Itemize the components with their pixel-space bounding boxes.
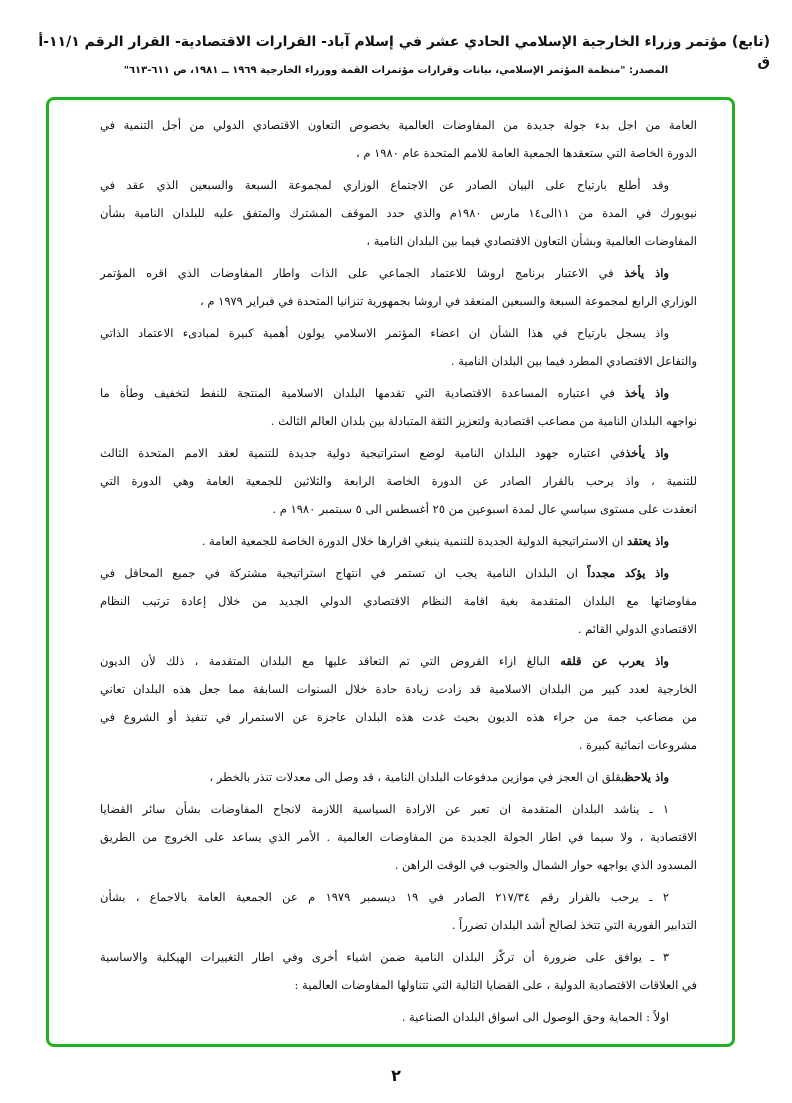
- text-line: [100, 139, 697, 167]
- text-line: [100, 439, 697, 467]
- line-text: بقلق ان العجز في موازين مدفوعات البلدان النامية ، قد وصل الى معدلات تنذر بالخطر ،: [209, 770, 625, 784]
- line-text: ٢ ـ يرحب بالقرار رقم ٢١٧/٣٤ الصادر في ١٩ ديسمبر ١٩٧٩ م عن الجمعية العامة بالاجماع ، بشأن: [100, 890, 669, 904]
- line-text: في اعتباره جهود البلدان النامية لوضع استراتيجية دولية جديدة للتنمية لعقد الامم المتحدة الثالث: [100, 446, 626, 460]
- line-text: واذ يسجل بارتياح في هذا الشأن ان اعضاء المؤتمر الاسلامي يولون أهمية كبيرة لمبادىء الاعتماد الذاتي: [100, 326, 669, 340]
- paragraph: [100, 259, 697, 315]
- text-line: [100, 527, 697, 555]
- paragraph: [100, 647, 697, 759]
- line-text: المسدود الذي يواجهه حوار الشمال والجنوب في الوقت الراهن .: [394, 858, 697, 872]
- paragraph-lead: واذ يأخذ: [625, 446, 669, 460]
- paragraph: [100, 439, 697, 523]
- text-line: [100, 675, 697, 703]
- text-line: [100, 795, 697, 823]
- paragraph: [100, 883, 697, 939]
- text-line: [100, 199, 697, 227]
- text-line: [100, 911, 697, 939]
- text-line: [100, 259, 697, 287]
- paragraph: [100, 527, 697, 555]
- text-line: [100, 943, 697, 971]
- line-text: نيويورك في المدة من ١١الى١٤ مارس ١٩٨٠م والذي حدد الموقف المشترك والمتفق عليه للبلدان النامية بشأن: [100, 206, 697, 220]
- paragraph: [100, 1003, 697, 1031]
- text-line: [100, 1003, 697, 1031]
- line-text: التدابير الفورية التي تتخذ لصالح أشد البلدان تضرراً .: [451, 918, 697, 932]
- paragraph: [100, 319, 697, 375]
- paragraph: [100, 763, 697, 791]
- text-line: [100, 467, 697, 495]
- document-title: (تابع) مؤتمر وزراء الخارجية الإسلامي الحادي عشر في إسلام آباد- القرارات الاقتصادية- القرار الرقم ١١/١-أ ق: [38, 34, 770, 70]
- line-text: انعقدت على مستوى سياسي عال لمدة اسبوعين من ٢٥ أغسطس الى ٥ سبتمبر ١٩٨٠ م .: [272, 502, 697, 516]
- page-number: ٢: [391, 1066, 401, 1085]
- paragraph: [100, 795, 697, 879]
- line-text: مشروعات انمائية كبيرة .: [578, 738, 697, 752]
- line-text: في الاعتبار برنامج اروشا للاعتماد الجماعي على الذات واطار المفاوضات الذي اقره المؤتمر: [100, 266, 625, 280]
- text-line: [100, 319, 697, 347]
- text-line: [100, 407, 697, 435]
- text-line: [100, 763, 697, 791]
- text-line: [100, 883, 697, 911]
- paragraph: [100, 379, 697, 435]
- line-text: وقد أطلع بارتياح على البيان الصادر عن الاجتماع الوزاري لمجموعة السبعة والسبعين الذي عقد في: [100, 178, 669, 192]
- text-line: [100, 171, 697, 199]
- text-line: [100, 731, 697, 759]
- line-text: المفاوضات العالمية وبشأن التعاون الاقتصادي فيما بين البلدان النامية ،: [366, 234, 697, 248]
- line-text: الخارجية لعدد كبير من البلدان الاسلامية قد زادت زيادة حادة خلال السنوات السابقة مما جعل هذه البلدان تعاني: [100, 682, 697, 696]
- paragraph-lead: واذ يعرب عن قلقه: [560, 654, 669, 668]
- text-line: [100, 703, 697, 731]
- text-line: [100, 647, 697, 675]
- line-text: اولاً : الحماية وحق الوصول الى اسواق البلدان الصناعية .: [401, 1010, 669, 1024]
- text-line: [100, 851, 697, 879]
- line-text: البالغ ازاء القروض التي تم التعاقد عليها مع البلدان المتقدمة ، ذلك لأن الديون: [100, 654, 561, 668]
- paragraph: [100, 559, 697, 643]
- paragraph-lead: واذ يأخذ: [624, 266, 669, 280]
- line-text: الدورة الخاصة التي ستعقدها الجمعية العامة للامم المتحدة عام ١٩٨٠ م ،: [355, 146, 697, 160]
- line-text: الاقتصادية ، ولا سيما في اطار الجولة الجديدة من المفاوضات العالمية . الأمر الذي يساعد على الخروج من الطريق: [100, 830, 697, 844]
- text-line: [100, 227, 697, 255]
- text-line: [100, 615, 697, 643]
- line-text: من مصاعب جمة من جراء هذه الديون بحيث غدت هذه البلدان عاجزة عن الاستمرار في تنفيذ أو الشروع في: [100, 710, 697, 724]
- paragraph-lead: واذ يؤكد مجدداً: [587, 566, 669, 580]
- text-line: [100, 495, 697, 523]
- line-text: ان الاستراتيجية الدولية الجديدة للتنمية ينبغي اقرارها خلال الدورة الخاصة للجمعية العامة .: [201, 534, 628, 548]
- line-text: في العلاقات الاقتصادية الدولية ، على القضايا التالية التي تتناولها المفاوضات العالمية :: [294, 978, 697, 992]
- paragraph: [100, 171, 697, 255]
- paragraph-lead: واذ يلاحظ: [624, 770, 669, 784]
- paragraph: [100, 111, 697, 167]
- text-line: [100, 347, 697, 375]
- line-text: نواجهه البلدان النامية من مصاعب اقتصادية ولتعزيز الثقة المتبادلة بين بلدان العالم الثالث .: [270, 414, 697, 428]
- text-line: [100, 823, 697, 851]
- text-line: [100, 379, 697, 407]
- resolution-body: [100, 111, 697, 1035]
- line-text: مفاوضاتها مع البلدان المتقدمة بغية اقامة النظام الاقتصادي الدولي الجديد من خلال إعادة ترتيب النظام: [100, 594, 697, 608]
- text-line: [100, 587, 697, 615]
- text-line: [100, 287, 697, 315]
- source-citation: المصدر: "منظمة المؤتمر الإسلامي، بيانات وقرارات مؤتمرات القمة ووزراء الخارجية ١٩٦٩ ــ ١٩٨١، ص ٦١١-٦١٣": [123, 65, 669, 76]
- text-line: [100, 559, 697, 587]
- text-line: [100, 111, 697, 139]
- line-text: العامة من اجل بدء جولة جديدة من المفاوضات العالمية بخصوص التعاون الاقتصادي الدولي من أجل التنمية في: [100, 118, 697, 132]
- line-text: الاقتصادي الدولي القائم .: [577, 622, 697, 636]
- line-text: ١ ـ يناشد البلدان المتقدمة ان تعبر عن الارادة السياسية اللازمة لانجاح المفاوضات بشأن سائر القضايا: [100, 802, 669, 816]
- text-line: [100, 971, 697, 999]
- line-text: للتنمية ، واذ يرحب بالقرار الصادر عن الدورة الخاصة الرابعة والثلاثين للجمعية العامة وهي الدورة التي: [100, 474, 697, 488]
- line-text: ٣ ـ يوافق على ضرورة أن تركّز البلدان النامية ضمن اشياء أخرى وفي اطار التغييرات الهيكلية والاساسية: [100, 950, 669, 964]
- paragraph: [100, 943, 697, 999]
- line-text: ان البلدان النامية يجب ان تستمر في انتهاج استراتيجية مشتركة في جميع المحافل في: [100, 566, 588, 580]
- line-text: الوزاري الرابع لمجموعة السبعة والسبعين المنعقد في اروشا بجمهورية تنزانيا المتحدة في فبراير ١٩٧٩ م ،: [200, 294, 697, 308]
- paragraph-lead: واذ يأخذ: [624, 386, 669, 400]
- paragraph-lead: واذ يعتقد: [627, 534, 669, 548]
- line-text: في اعتباره المساعدة الاقتصادية التي تقدمها البلدان الاسلامية المنتجة للنفط لتخفيف وطأة ما: [100, 386, 625, 400]
- line-text: والتفاعل الاقتصادي المطرد فيما بين البلدان النامية .: [450, 354, 697, 368]
